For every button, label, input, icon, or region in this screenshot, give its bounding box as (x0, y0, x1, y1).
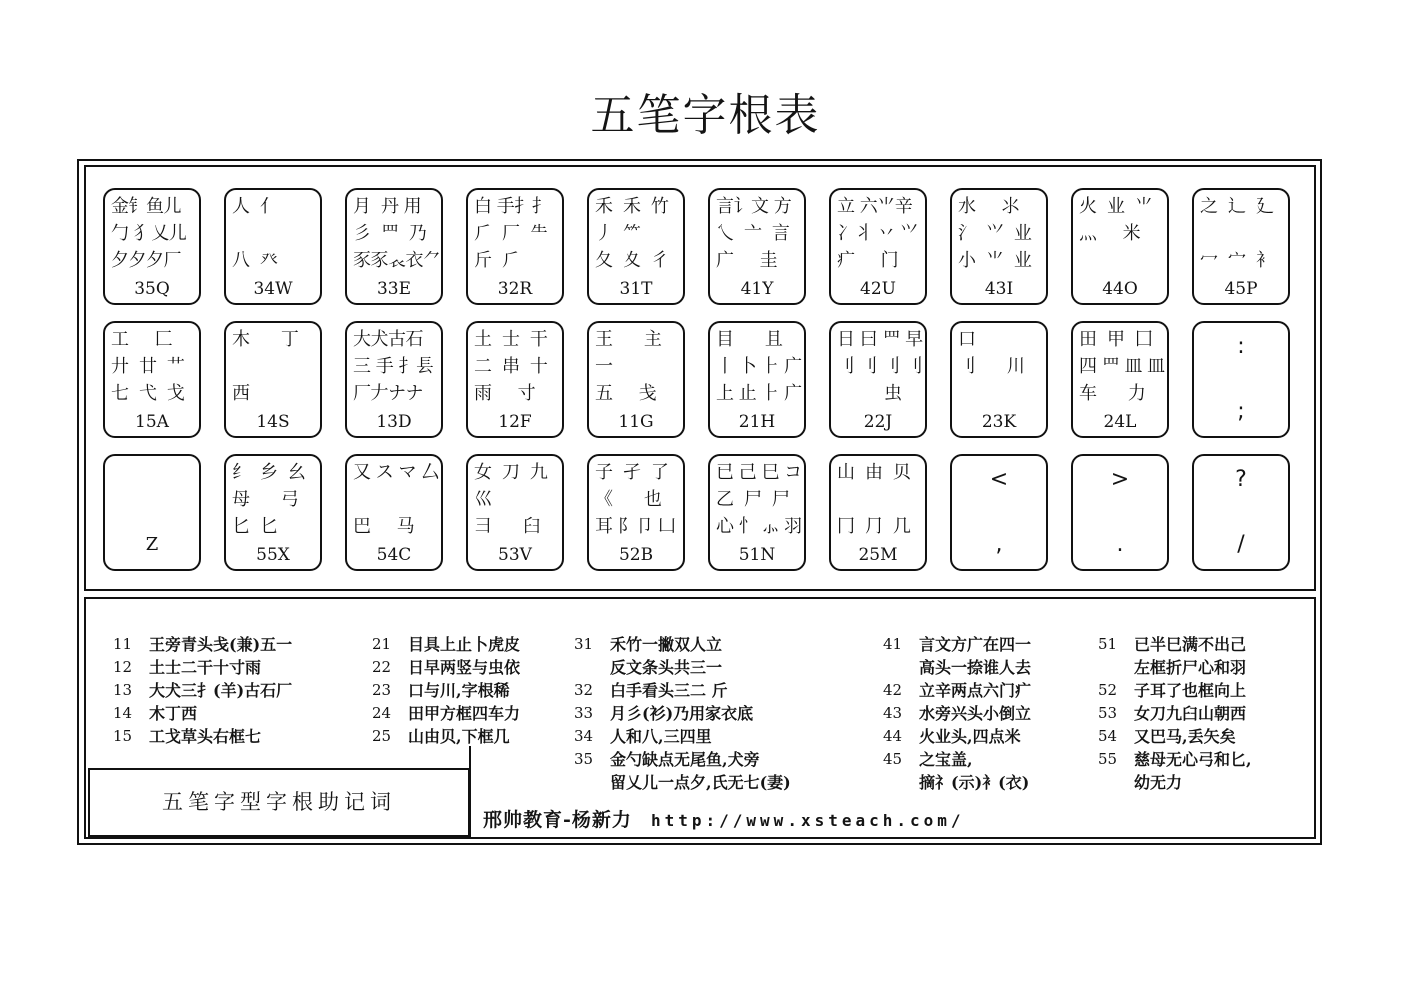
radical-line: 匕 匕 (232, 516, 278, 537)
radical-line: ⺁ 厂 ⺧ (474, 223, 548, 244)
key-34w (224, 188, 322, 305)
radical-line (232, 353, 318, 380)
mnemonic-number: 51 (1098, 635, 1118, 653)
radical-line: ⺟ 弓 (232, 489, 299, 510)
mnemonic-line: 木丁西 (149, 704, 198, 723)
key-radicals (716, 326, 802, 407)
key-22j (829, 321, 927, 438)
key-44o (1071, 188, 1169, 305)
radical-line (1079, 247, 1165, 274)
radical-line (232, 220, 318, 247)
radical-line: 夂 夊 彳 (595, 250, 669, 271)
key-radicals (474, 459, 560, 540)
mnemonic-caption-box: 五笔字型字根助记词 (88, 768, 470, 837)
key-code: 35Q (134, 279, 170, 299)
mnemonic-number: 12 (113, 658, 133, 676)
mnemonic-number: 11 (113, 635, 133, 653)
key-shift-symbol: > (1110, 467, 1130, 492)
key-shift-symbol: : (1237, 334, 1245, 359)
mnemonic-line: 之宝盖, (919, 750, 973, 769)
footer-divider (469, 746, 471, 838)
key-35q (103, 188, 201, 305)
radical-line: 王 主 (595, 329, 662, 350)
key-code: 11G (618, 412, 654, 432)
mnemonic-text (610, 725, 712, 748)
mnemonic-text (149, 725, 261, 748)
mnemonic-text (610, 679, 728, 702)
keyboard-layout (103, 188, 1290, 571)
radical-line: 又 ス マ 厶 (353, 462, 439, 483)
key-radicals (353, 193, 439, 274)
mnemonic-text (610, 633, 722, 679)
mnemonic-entry (113, 656, 292, 679)
mnemonic-entry (883, 702, 1031, 725)
mnemonic-entry (113, 679, 292, 702)
key-43i (950, 188, 1048, 305)
key-code: 33E (376, 279, 412, 299)
mnemonic-number: 34 (574, 727, 594, 745)
radical-line: 月 丹 用 (353, 196, 422, 217)
radical-line: 斤 ⺁ (474, 250, 520, 271)
mnemonic-line: 白手看头三二 斤 (610, 681, 728, 700)
radical-line: 口 (958, 329, 976, 350)
mnemonic-number: 23 (372, 681, 392, 699)
key-radicals (232, 326, 318, 407)
key-code: 52B (618, 545, 654, 565)
key-radicals (111, 193, 197, 274)
key-comma (950, 454, 1048, 571)
key-53v (466, 454, 564, 571)
key-code: 41Y (740, 279, 774, 299)
radical-line: 彐 臼 (474, 516, 541, 537)
footer (483, 806, 965, 834)
footer-organization: 邢帅教育-杨新力 (483, 809, 632, 831)
radical-line: 心 忄 ⺗ 羽 (716, 516, 802, 537)
mnemonic-line: 高头一捺谁人去 (919, 658, 1032, 677)
mnemonic-line: 王旁青头戋(兼)五一 (149, 635, 293, 654)
radical-line: 豕豕𧘇衣⺈ (353, 250, 441, 271)
key-code: 42U (860, 279, 896, 299)
radical-line: 丨 卜 ⺊ 广 (716, 356, 802, 377)
radical-line: 巴 马 (353, 516, 415, 537)
mnemonic-entry (113, 725, 292, 748)
radical-line: 厂𠂇ナナ (353, 383, 423, 404)
key-radicals (837, 193, 923, 274)
radical-line: 人 亻 (232, 196, 278, 217)
key-52b (587, 454, 685, 571)
key-41y (708, 188, 806, 305)
key-code: Z (145, 534, 159, 555)
mnemonic-entry (372, 656, 520, 679)
key-13d (345, 321, 443, 438)
mnemonic-text (1134, 679, 1246, 702)
key-25m (829, 454, 927, 571)
key-code: 21H (738, 412, 776, 432)
key-code: 32R (497, 279, 533, 299)
radical-line: 二 串 十 (474, 356, 548, 377)
key-shift-symbol: < (989, 467, 1009, 492)
mnemonic-line: 土士二干十寸雨 (149, 658, 262, 677)
key-54c (345, 454, 443, 571)
radical-line: 雨 寸 (474, 383, 536, 404)
mnemonic-entry (883, 725, 1031, 748)
key-radicals (474, 326, 560, 407)
radical-line: 刂 刂 刂 刂 (837, 356, 923, 377)
radical-line: 四 罒 皿 皿 (1079, 356, 1165, 377)
mnemonic-number: 14 (113, 704, 133, 722)
radical-line: 言讠文 方 (716, 196, 792, 217)
mnemonic-text (919, 725, 1021, 748)
radical-line: 廾 廿 艹 (111, 356, 185, 377)
mnemonic-entry (113, 633, 292, 656)
mnemonic-number: 22 (372, 658, 392, 676)
mnemonic-text (919, 679, 1031, 702)
mnemonic-line: 火业头,四点米 (919, 727, 1021, 746)
mnemonic-text (149, 702, 197, 725)
key-33e (345, 188, 443, 305)
key-symbol: / (1237, 532, 1245, 557)
key-31t (587, 188, 685, 305)
key-radicals (716, 193, 802, 274)
mnemonic-text (1134, 748, 1252, 794)
radical-line: ⺉ 川 (958, 356, 1025, 377)
mnemonic-entry (372, 679, 520, 702)
mnemonic-line: 禾竹一撇双人立 (610, 635, 723, 654)
radical-line: 冖 宀 衤 (1200, 250, 1274, 271)
mnemonic-text (149, 656, 261, 679)
mnemonic-number: 45 (883, 750, 903, 768)
mnemonic-line: 山由贝,下框几 (408, 727, 510, 746)
radical-line: 丿 ⺮ (595, 223, 641, 244)
radical-line: 巛 (474, 489, 492, 510)
mnemonic-entry (1098, 748, 1252, 794)
key-radicals (1079, 326, 1165, 407)
key-55x (224, 454, 322, 571)
radical-line: 工 匚 (111, 329, 173, 350)
key-radicals (353, 326, 439, 407)
key-code: 54C (376, 545, 412, 565)
key-symbol: . (1116, 532, 1124, 557)
mnemonic-number: 25 (372, 727, 392, 745)
radical-line: 《 也 (595, 489, 662, 510)
mnemonic-text (919, 748, 1029, 794)
mnemonic-text (610, 748, 791, 794)
key-shift-symbol: ? (1235, 467, 1247, 492)
mnemonic-entry (1098, 633, 1252, 679)
key-code: 45P (1224, 279, 1258, 299)
key-code: 15A (135, 412, 169, 432)
mnemonic-line: 金勺缺点无尾鱼,犬旁 (610, 750, 760, 769)
mnemonic-line: 反文条头共三一 (610, 658, 723, 677)
radical-line: 一 (595, 356, 613, 377)
radical-line: 木 丁 (232, 329, 299, 350)
key-51n (708, 454, 806, 571)
radical-line: 日 曰 ⺫ 早 (837, 329, 923, 350)
mnemonic-column (113, 633, 292, 748)
mnemonic-text (919, 633, 1031, 679)
radical-line: 金钅鱼儿 (111, 196, 181, 217)
key-code: 22J (863, 412, 893, 432)
mnemonic-number: 53 (1098, 704, 1118, 722)
radical-line: 冫丬 丷 ⺍ (837, 223, 918, 244)
radical-line: 立 六⺌辛 (837, 196, 913, 217)
key-radicals (595, 326, 681, 407)
mnemonic-text (1134, 633, 1246, 679)
key-14s (224, 321, 322, 438)
radical-line: 广 圭 (716, 250, 778, 271)
key-21h (708, 321, 806, 438)
mnemonic-number: 54 (1098, 727, 1118, 745)
mnemonic-number: 44 (883, 727, 903, 745)
mnemonic-line: 子耳了也框向上 (1134, 681, 1247, 700)
key-radicals (1200, 193, 1286, 274)
key-radicals (958, 193, 1044, 274)
radical-line: 冂 ⺆ 几 (837, 516, 911, 537)
radical-line: 子 孑 了 (595, 462, 669, 483)
key-code: 24L (1103, 412, 1137, 432)
mnemonic-line: 摘礻(示)衤(衣) (919, 773, 1030, 792)
mnemonic-entry (372, 633, 520, 656)
mnemonic-column (883, 633, 1031, 794)
mnemonic-text (149, 679, 292, 702)
key-radicals (595, 193, 681, 274)
radical-line: 小 ⺌ 业 (958, 250, 1032, 271)
mnemonic-entry (1098, 725, 1252, 748)
radical-line: 彡 罒 乃 (353, 223, 427, 244)
key-code: 55X (256, 545, 290, 565)
key-12f (466, 321, 564, 438)
mnemonic-text (408, 725, 510, 748)
radical-line: 田 甲 囗 (1079, 329, 1153, 350)
key-radicals (353, 459, 439, 540)
key-radicals (111, 326, 197, 407)
mnemonic-line: 目具上止卜虎皮 (408, 635, 521, 654)
key-radicals (232, 459, 318, 540)
mnemonic-number: 52 (1098, 681, 1118, 699)
mnemonic-entry (1098, 702, 1252, 725)
key-code: 14S (256, 412, 290, 432)
key-symbol: , (995, 532, 1003, 557)
key-code: 34W (253, 279, 293, 299)
radical-line: 目 且 (716, 329, 783, 350)
radical-line: 火 业 ⺌ (1079, 196, 1153, 217)
mnemonic-line: 口与川,字根稀 (408, 681, 510, 700)
radical-line: 车 力 (1079, 383, 1146, 404)
footer-url: http://www.xsteach.com/ (650, 811, 965, 830)
mnemonic-text (1134, 702, 1246, 725)
radical-line: 已 己 巳 コ (716, 462, 802, 483)
radical-line: 白 手⺘扌 (474, 196, 550, 217)
key-45p (1192, 188, 1290, 305)
mnemonic-number: 24 (372, 704, 392, 722)
mnemonic-line: 慈母无心弓和匕, (1134, 750, 1252, 769)
mnemonic-line: 月彡(衫)乃用家衣底 (610, 704, 754, 723)
mnemonic-number: 15 (113, 727, 133, 745)
key-radicals (595, 459, 681, 540)
key-radicals (232, 193, 318, 274)
key-radicals (837, 326, 923, 407)
mnemonic-number: 32 (574, 681, 594, 699)
mnemonic-number: 43 (883, 704, 903, 722)
mnemonic-number: 41 (883, 635, 903, 653)
mnemonic-line: 立辛两点六门疒 (919, 681, 1032, 700)
radical-line: 禾 禾 竹 (595, 196, 669, 217)
radical-line: 西 (232, 383, 250, 404)
radical-line: 八 癶 (232, 250, 278, 271)
page-title: 五笔字根表 (590, 90, 821, 141)
radical-line: 大犬古石 (353, 329, 423, 350)
mnemonic-text (408, 679, 510, 702)
mnemonic-entry (574, 633, 791, 679)
radical-line: 乀 亠 言 (716, 223, 790, 244)
mnemonic-line: 幼无力 (1134, 773, 1183, 792)
mnemonic-line: 工戈草头右框七 (149, 727, 262, 746)
mnemonic-line: 日早两竖与虫依 (408, 658, 521, 677)
radical-line: 勹 犭乂儿 (111, 223, 187, 244)
mnemonic-entry (574, 725, 791, 748)
key-code: 23K (981, 412, 1017, 432)
radical-line: 五 戋 (595, 383, 657, 404)
mnemonic-line: 水旁兴头小倒立 (919, 704, 1032, 723)
radical-line: 水 ⺢ (958, 196, 1020, 217)
key-period (1071, 454, 1169, 571)
radical-line: 纟 乡 幺 (232, 462, 306, 483)
key-23k (950, 321, 1048, 438)
key-15a (103, 321, 201, 438)
mnemonic-text (408, 633, 520, 656)
key-code: 13D (376, 412, 412, 432)
radical-line: 疒 门 (837, 250, 899, 271)
mnemonic-number: 33 (574, 704, 594, 722)
mnemonic-line: 田甲方框四车力 (408, 704, 521, 723)
mnemonic-entry (883, 748, 1031, 794)
key-radicals (716, 459, 802, 540)
key-code: 12F (498, 412, 532, 432)
key-32r (466, 188, 564, 305)
mnemonic-number: 35 (574, 750, 594, 768)
mnemonic-text (408, 656, 520, 679)
mnemonic-number: 55 (1098, 750, 1118, 768)
radical-line: 七 弋 戈 (111, 383, 185, 404)
radical-line: 夕夕夕厂 (111, 250, 181, 271)
mnemonic-entry (883, 633, 1031, 679)
key-code: 43I (984, 279, 1014, 299)
radical-line: 乙 尸 尸 (716, 489, 790, 510)
key-radicals (837, 459, 923, 540)
key-z (103, 454, 201, 571)
mnemonic-text (408, 702, 520, 725)
key-symbol: ; (1237, 399, 1245, 424)
mnemonic-entry (574, 702, 791, 725)
mnemonic-text (149, 633, 292, 656)
radical-line (958, 380, 1044, 407)
key-slash (1192, 454, 1290, 571)
key-radicals (474, 193, 560, 274)
key-24l (1071, 321, 1169, 438)
key-42u (829, 188, 927, 305)
mnemonic-text (610, 702, 753, 725)
radical-line (1200, 220, 1286, 247)
mnemonic-column (1098, 633, 1252, 794)
radical-line: 女 刀 九 (474, 462, 548, 483)
mnemonic-column (372, 633, 520, 748)
radical-line: 灬 米 (1079, 223, 1141, 244)
mnemonic-number: 42 (883, 681, 903, 699)
mnemonic-line: 又巴马,丢矢矣 (1134, 727, 1236, 746)
mnemonic-entry (372, 702, 520, 725)
mnemonic-line: 已半巳满不出己 (1134, 635, 1247, 654)
key-code: 51N (738, 545, 776, 565)
key-code: 31T (619, 279, 653, 299)
radical-line: 上 止 ⺊ 广 (716, 383, 802, 404)
mnemonic-entry (883, 679, 1031, 702)
mnemonic-number: 21 (372, 635, 392, 653)
mnemonic-line: 大犬三⺘(羊)古石厂 (149, 681, 293, 700)
mnemonic-number: 31 (574, 635, 594, 653)
radical-line: 氵 ⺍ 业 (958, 223, 1032, 244)
mnemonic-line: 人和八,三四里 (610, 727, 712, 746)
key-radicals (1079, 193, 1165, 274)
radical-line: 山 由 贝 (837, 462, 911, 483)
mnemonic-number: 13 (113, 681, 133, 699)
mnemonic-column (574, 633, 791, 794)
radical-line (353, 486, 439, 513)
mnemonic-text (1134, 725, 1236, 748)
radical-line: 之 辶 廴 (1200, 196, 1274, 217)
radical-line: 虫 (837, 383, 902, 404)
key-code: 25M (858, 545, 898, 565)
mnemonic-entry (574, 748, 791, 794)
mnemonic-entry (574, 679, 791, 702)
radical-line: 耳 阝卩 凵 (595, 516, 676, 537)
mnemonic-line: 留乂儿一点夕,氏无七(妻) (610, 773, 791, 792)
radical-line: 土 士 干 (474, 329, 548, 350)
mnemonic-line: 左框折尸心和羽 (1134, 658, 1247, 677)
key-code: 53V (498, 545, 532, 565)
mnemonic-entry (372, 725, 520, 748)
radical-line (837, 486, 923, 513)
key-semicolon (1192, 321, 1290, 438)
radical-line: 三 手 ⺘镸 (353, 356, 434, 377)
mnemonic-entry (113, 702, 292, 725)
mnemonic-entry (1098, 679, 1252, 702)
key-11g (587, 321, 685, 438)
mnemonic-line: 言文方广在四一 (919, 635, 1032, 654)
mnemonic-text (919, 702, 1031, 725)
key-radicals (958, 326, 1044, 407)
mnemonic-line: 女刀九臼山朝西 (1134, 704, 1247, 723)
key-code: 44O (1102, 279, 1138, 299)
